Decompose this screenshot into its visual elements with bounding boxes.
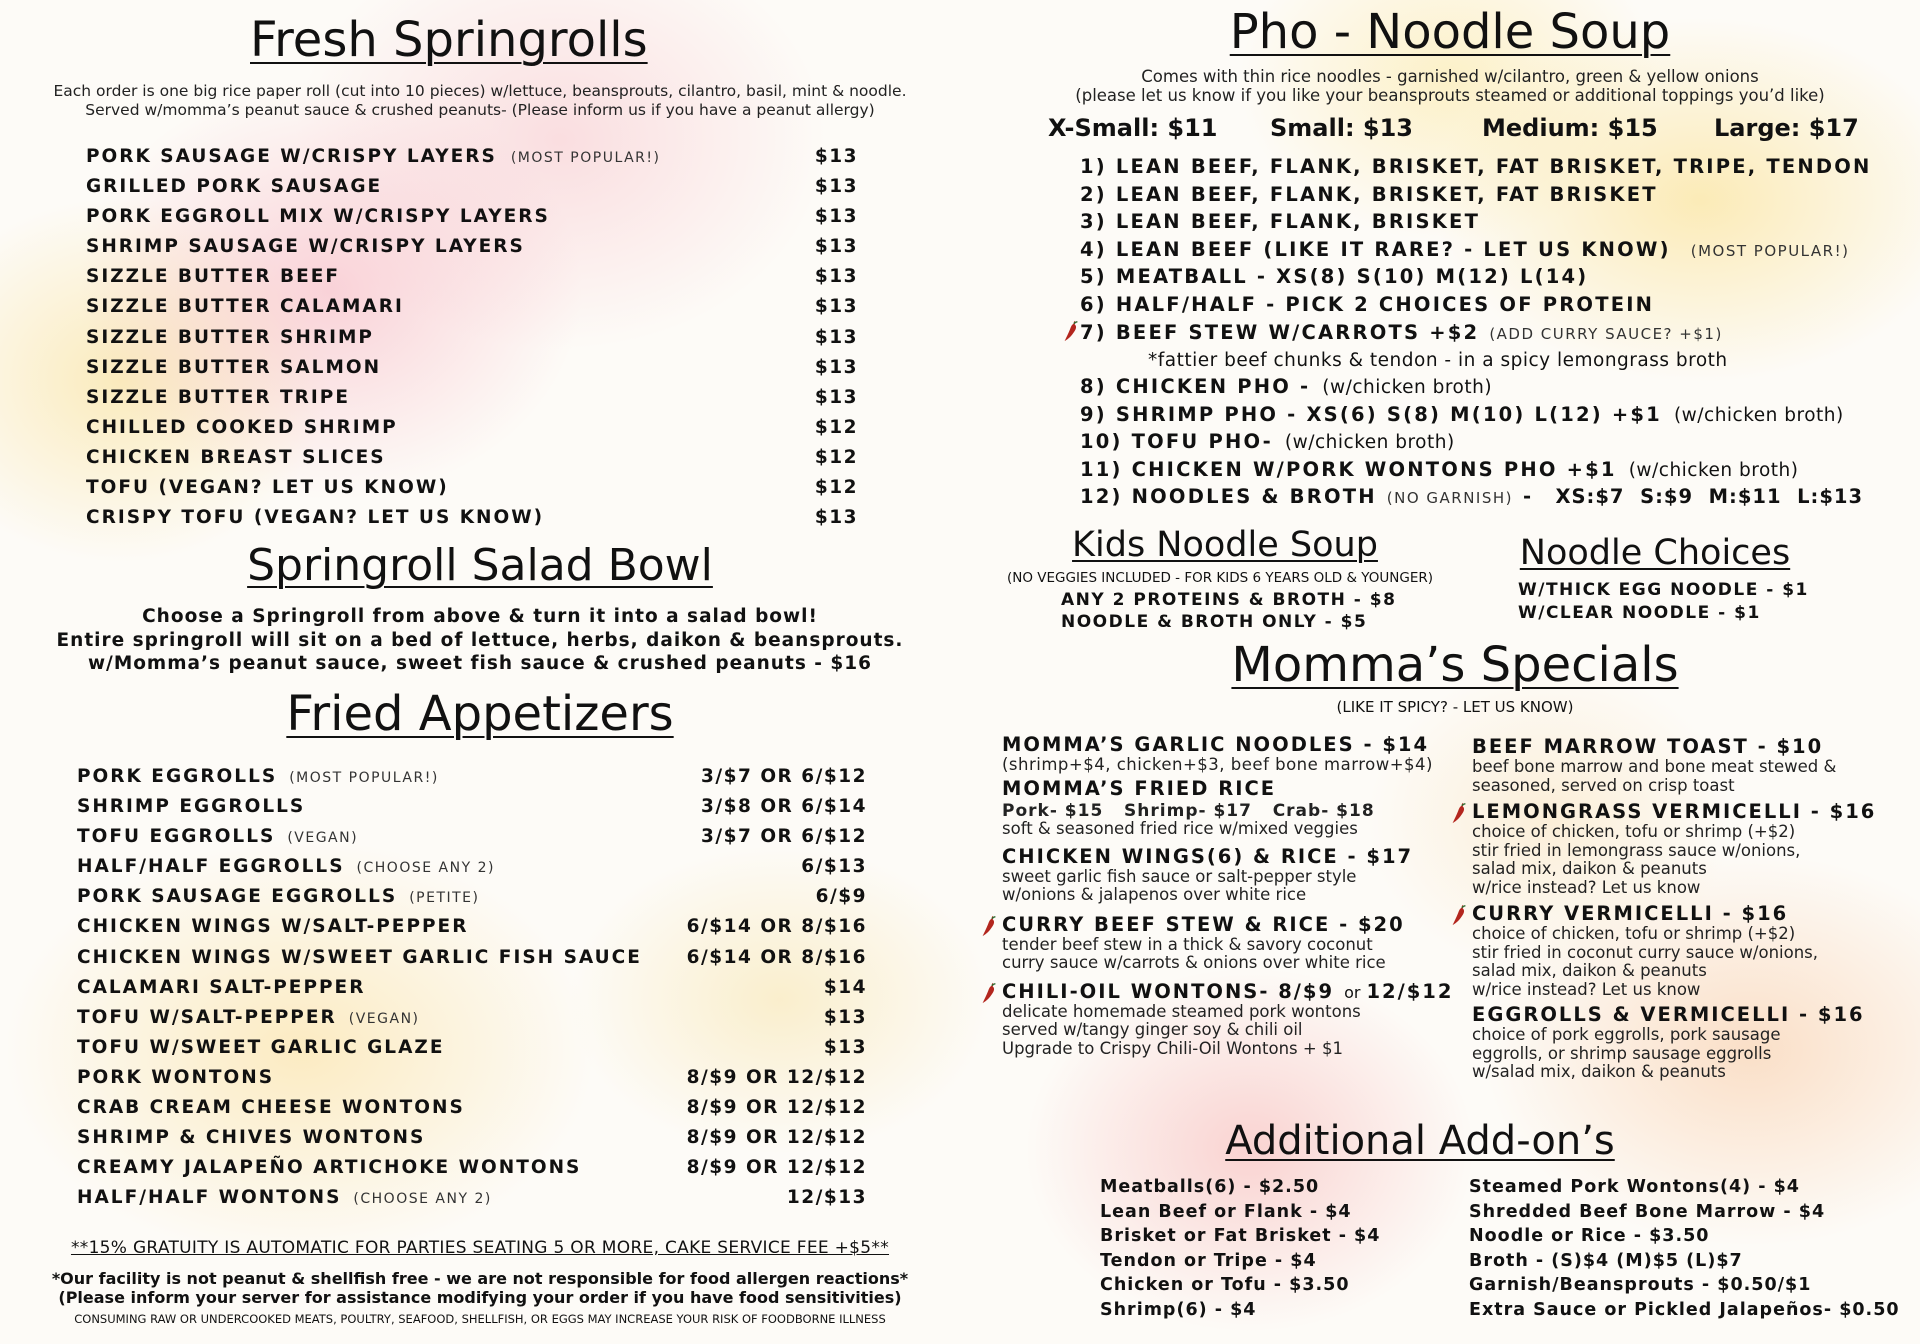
special-item-description: stir fried in lemongrass sauce w/onions, — [1472, 840, 1801, 860]
appetizer-item-tag: (MOST POPULAR!) — [289, 770, 439, 786]
springroll-item-price: $13 — [814, 326, 858, 348]
appetizer-item-left — [77, 1097, 465, 1118]
pho-item-note: (w/chicken broth) — [1322, 377, 1493, 398]
special-item-description: choice of chicken, tofu or shrimp (+$2) — [1472, 924, 1796, 943]
special-item-description: w/rice instead? Let us know — [1472, 979, 1701, 999]
pho-item-note: (w/chicken broth) — [1673, 404, 1844, 426]
springroll-item-name: CHILLED COOKED SHRIMP — [86, 416, 398, 438]
appetizer-item-name: PORK WONTONS — [77, 1066, 275, 1088]
pho-item-name: 8) CHICKEN PHO - — [1080, 375, 1311, 398]
allergy-note-1: *Our facility is not peanut & shellfish free - we are not responsible for food allergen reactions* — [51, 1269, 909, 1288]
appetizer-item-name: CREAMY JALAPEÑO ARTICHOKE WONTONS — [77, 1157, 582, 1179]
appetizer-item-name: CHICKEN WINGS W/SALT-PEPPER — [77, 916, 469, 938]
springroll-item-left — [86, 447, 386, 468]
addon-item: Noodle or Rice - $3.50 — [1469, 1226, 1710, 1246]
springroll-list — [86, 146, 858, 537]
special-item-description: sweet garlic fish sauce or salt-pepper style — [1002, 866, 1357, 886]
appetizer-item-name: CALAMARI SALT-PEPPER — [77, 976, 366, 998]
springroll-item-name: PORK SAUSAGE W/CRISPY LAYERS — [86, 146, 497, 167]
appetizer-item-left — [77, 886, 479, 907]
salad-bowl-line-2: Entire springroll will sit on a bed of lettuce, herbs, daikon & beansprouts. — [56, 629, 904, 651]
appetizer-item-left — [77, 977, 365, 998]
addons-title: Additional Add-on’s — [1225, 1118, 1615, 1164]
appetizer-list — [77, 766, 867, 1217]
special-item-title — [1002, 845, 1450, 868]
appetizer-item — [77, 1037, 867, 1067]
pho-item-note: *fattier beef chunks & tendon - in a spicy lemongrass broth — [1148, 349, 1728, 371]
appetizer-item-price: 3/$7 OR 6/$12 — [701, 826, 867, 848]
pho-sizes — [1048, 114, 1859, 148]
pho-desc-2: (please let us know if you like your beansprouts steamed or additional toppings you’d like) — [1075, 86, 1825, 105]
special-item-description: delicate homemade steamed pork wontons — [1002, 1001, 1361, 1021]
springroll-item-name: SIZZLE BUTTER SHRIMP — [86, 326, 374, 348]
springroll-item-left — [86, 176, 382, 197]
addon-item: Meatballs(6) - $2.50 — [1100, 1177, 1320, 1197]
springroll-item — [86, 236, 858, 266]
special-item-description: choice of pork eggrolls, pork sausage — [1472, 1025, 1781, 1044]
springroll-item — [86, 387, 858, 417]
pho-item — [1080, 458, 1910, 486]
pho-item-name: 4) LEAN BEEF (LIKE IT RARE? - LET US KNOW) — [1080, 237, 1671, 261]
springrolls-description — [10, 82, 950, 120]
special-item — [980, 979, 1454, 1059]
addons-left-column — [1100, 1175, 1380, 1322]
pho-item-name: 9) SHRIMP PHO - XS(6) S(8) M(10) L(12) +$1 — [1080, 402, 1662, 426]
pho-size-large: Large: $17 — [1714, 114, 1859, 142]
addon-item: Shredded Beef Bone Marrow - $4 — [1469, 1201, 1826, 1222]
pho-item — [1080, 238, 1910, 266]
springroll-item-price: $13 — [814, 206, 858, 228]
special-item-description: Upgrade to Crispy Chili-Oil Wontons + $1 — [1002, 1038, 1343, 1058]
pho-desc-1: Comes with thin rice noodles - garnished w/cilantro, green & yellow onions — [1141, 67, 1759, 86]
springroll-item-left — [86, 507, 544, 528]
special-item-description: seasoned, served on crisp toast — [1472, 775, 1735, 795]
pho-item — [1080, 155, 1910, 183]
addon-item: Garnish/Beansprouts - $0.50/$1 — [1469, 1275, 1812, 1295]
salad-bowl-line-3: w/Momma’s peanut sauce, sweet fish sauce & crushed peanuts - $16 — [87, 653, 873, 674]
appetizer-item-left — [77, 796, 305, 817]
appetizer-item-name: PORK SAUSAGE EGGROLLS — [77, 886, 398, 908]
pho-item-tag: (NO GARNISH) — [1386, 489, 1514, 507]
special-item-title — [1472, 902, 1910, 925]
appetizer-item — [77, 1127, 867, 1157]
addon-item: Lean Beef or Flank - $4 — [1100, 1201, 1352, 1222]
appetizer-item-name: CRAB CREAM CHEESE WONTONS — [77, 1097, 465, 1119]
pho-list — [1080, 155, 1910, 513]
salad-bowl-title: Springroll Salad Bowl — [247, 540, 713, 591]
springroll-item — [86, 447, 858, 477]
special-item-description: choice of chicken, tofu or shrimp (+$2) — [1472, 822, 1796, 841]
springroll-item — [86, 357, 858, 387]
springroll-item — [86, 266, 858, 296]
appetizer-item — [77, 856, 867, 886]
special-item-name: MOMMA’S FRIED RICE — [1002, 776, 1277, 800]
springroll-item-left — [86, 327, 374, 348]
appetizer-item-price: 8/$9 OR 12/$12 — [686, 1097, 867, 1119]
appetizer-item — [77, 1157, 867, 1187]
special-item-title — [1002, 979, 1454, 1003]
appetizer-item-tag: (PETITE) — [409, 890, 480, 907]
appetizer-item-name: PORK EGGROLLS — [77, 766, 278, 787]
springroll-item-name: SIZZLE BUTTER CALAMARI — [86, 296, 404, 318]
special-item-name-tail: 12/$12 — [1366, 979, 1454, 1003]
special-item-description: salad mix, daikon & peanuts — [1472, 961, 1707, 980]
appetizer-item-price: 6/$14 OR 8/$16 — [686, 946, 867, 968]
appetizer-item-price: 6/$14 OR 8/$16 — [686, 916, 867, 938]
springroll-item-name: CRISPY TOFU (VEGAN? LET US KNOW) — [86, 507, 545, 529]
specials-right-column — [1450, 735, 1910, 1082]
pho-item-name: 1) LEAN BEEF, FLANK, BRISKET, FAT BRISKET, TRIPE, TENDON — [1080, 155, 1872, 178]
appetizer-item-name: TOFU W/SALT-PEPPER — [77, 1006, 337, 1028]
pho-item — [1080, 183, 1910, 211]
appetizer-item-name: CHICKEN WINGS W/SWEET GARLIC FISH SAUCE — [77, 946, 642, 968]
pho-size-small: Small: $13 — [1270, 114, 1413, 142]
pho-item-note: (w/chicken broth) — [1284, 432, 1455, 453]
special-item-description: stir fried in coconut curry sauce w/onions, — [1472, 942, 1819, 962]
special-item-title — [1002, 777, 1450, 800]
kids-line-2: NOODLE & BROTH ONLY - $5 — [1061, 612, 1368, 632]
appetizer-item-price: $13 — [823, 1006, 867, 1028]
springroll-item-name: CHICKEN BREAST SLICES — [86, 446, 386, 468]
special-item — [980, 777, 1450, 839]
special-item — [980, 733, 1450, 775]
kids-title: Kids Noodle Soup — [1072, 525, 1378, 565]
salad-bowl-description — [20, 605, 940, 676]
appetizer-item — [77, 796, 867, 826]
springroll-item — [86, 417, 858, 447]
addons-right-column — [1469, 1175, 1900, 1322]
springroll-item-left — [86, 387, 350, 408]
special-item-name: EGGROLLS & VERMICELLI - $16 — [1472, 1003, 1865, 1026]
noodle-choice-clear: W/CLEAR NOODLE - $1 — [1518, 603, 1761, 623]
springroll-item-left — [86, 236, 525, 257]
appetizer-item — [77, 916, 867, 946]
pho-size-xsmall: X-Small: $11 — [1048, 114, 1218, 142]
special-item-name: CURRY BEEF STEW & RICE - $20 — [1002, 912, 1405, 936]
gratuity-note: **15% GRATUITY IS AUTOMATIC FOR PARTIES SEATING 5 OR MORE, CAKE SERVICE FEE +$5** — [70, 1238, 890, 1258]
pho-title: Pho - Noodle Soup — [1229, 4, 1671, 60]
special-item-description: soft & seasoned fried rice w/mixed veggies — [1002, 819, 1358, 838]
springroll-item-name: GRILLED PORK SAUSAGE — [86, 176, 383, 198]
pho-item-name: 7) BEEF STEW W/CARROTS +$2 — [1080, 321, 1480, 344]
springroll-item-name: SHRIMP SAUSAGE W/CRISPY LAYERS — [86, 236, 525, 258]
appetizer-item — [77, 1067, 867, 1097]
springroll-item — [86, 176, 858, 206]
special-item-name: MOMMA’S GARLIC NOODLES - $14 — [1002, 733, 1430, 756]
springroll-item-left — [86, 477, 449, 498]
appetizer-item-price: $14 — [823, 976, 867, 998]
springroll-item-price: $12 — [814, 416, 858, 438]
addon-item: Extra Sauce or Pickled Jalapeños- $0.50 — [1469, 1299, 1900, 1320]
springrolls-title: Fresh Springrolls — [250, 12, 648, 68]
springroll-item — [86, 507, 858, 537]
springroll-item-name: SIZZLE BUTTER TRIPE — [86, 386, 350, 408]
special-item-title — [1002, 733, 1450, 756]
pho-item — [1080, 348, 1910, 376]
pho-item-name: 11) CHICKEN W/PORK WONTONS PHO +$1 — [1080, 457, 1617, 481]
appetizer-item-price: 3/$7 OR 6/$12 — [701, 766, 867, 787]
appetizer-item-left — [77, 1187, 492, 1208]
springroll-item — [86, 296, 858, 326]
special-item-name: LEMONGRASS VERMICELLI - $16 — [1472, 800, 1877, 823]
springroll-item-left — [86, 357, 381, 378]
springroll-item-left — [86, 266, 340, 287]
specials-title: Momma’s Specials — [1231, 637, 1679, 693]
appetizer-item-name: SHRIMP EGGROLLS — [77, 796, 306, 818]
pho-item — [1080, 375, 1910, 403]
special-item-name: CURRY VERMICELLI - $16 — [1472, 902, 1789, 925]
appetizer-item — [77, 947, 867, 977]
appetizer-item-price: 12/$13 — [786, 1187, 867, 1209]
special-item-description: w/salad mix, daikon & peanuts — [1472, 1062, 1726, 1081]
appetizer-item-name: SHRIMP & CHIVES WONTONS — [77, 1127, 426, 1149]
springroll-item-price: $13 — [814, 236, 858, 258]
addon-item: Chicken or Tofu - $3.50 — [1100, 1275, 1350, 1295]
special-item-title — [1472, 1003, 1910, 1026]
special-item — [980, 845, 1450, 905]
chili-pepper-icon — [1450, 904, 1468, 926]
springroll-item-left — [86, 296, 404, 317]
pho-item — [1080, 293, 1910, 321]
springroll-item-price: $12 — [814, 477, 858, 499]
noodle-choices-title: Noodle Choices — [1519, 533, 1791, 573]
chili-pepper-icon — [980, 982, 998, 1004]
pho-item-sizes: - XS:$7 S:$9 M:$11 L:$13 — [1523, 485, 1864, 508]
appetizer-item-price: 3/$8 OR 6/$14 — [701, 796, 867, 818]
appetizer-item-tag: (CHOOSE ANY 2) — [356, 860, 495, 877]
specials-note: (LIKE IT SPICY? - LET US KNOW) — [1336, 698, 1574, 716]
springroll-item-price: $13 — [814, 507, 858, 529]
appetizer-item — [77, 826, 867, 856]
appetizer-item-price: 6/$13 — [801, 856, 867, 878]
specials-left-column — [980, 733, 1454, 1058]
chili-pepper-icon — [1450, 802, 1468, 824]
appetizer-item-name: TOFU EGGROLLS — [77, 826, 276, 848]
springroll-item-price: $13 — [814, 356, 858, 378]
noodle-choice-egg: W/THICK EGG NOODLE - $1 — [1518, 580, 1809, 600]
springroll-item — [86, 327, 858, 357]
appetizer-item — [77, 977, 867, 1007]
appetizer-item-name: HALF/HALF WONTONS — [77, 1187, 342, 1209]
special-item-description: eggrolls, or shrimp sausage eggrolls — [1472, 1043, 1772, 1063]
special-item — [1450, 1003, 1910, 1082]
footer — [20, 1238, 940, 1326]
special-item-title — [1472, 800, 1910, 823]
appetizer-item-name: HALF/HALF EGGROLLS — [77, 856, 345, 878]
special-item — [1450, 902, 1910, 999]
pho-item-tag: (MOST POPULAR!) — [1690, 241, 1850, 260]
pho-item — [1080, 265, 1910, 293]
salad-bowl-line-1: Choose a Springroll from above & turn it into a salad bowl! — [142, 606, 818, 627]
special-item-description: salad mix, daikon & peanuts — [1472, 859, 1707, 878]
appetizer-item-left — [77, 1037, 444, 1058]
springroll-item-price: $12 — [814, 446, 858, 468]
special-item — [1450, 800, 1910, 897]
pho-item-name: 5) MEATBALL - XS(8) S(10) M(12) L(14) — [1080, 265, 1589, 288]
special-item-or: or — [1344, 982, 1361, 1002]
pho-item-note: (w/chicken broth) — [1628, 459, 1799, 481]
pho-item-name: 2) LEAN BEEF, FLANK, BRISKET, FAT BRISKET — [1080, 182, 1658, 206]
pho-item-name: 12) NOODLES & BROTH — [1080, 485, 1377, 508]
appetizer-item-left — [77, 826, 358, 847]
special-item-description: beef bone marrow and bone meat stewed & — [1472, 757, 1837, 776]
appetizer-item-left — [77, 1127, 425, 1148]
appetizer-item — [77, 1007, 867, 1037]
allergy-note-2: (Please inform your server for assistance modifying your order if you have food sensitivities) — [58, 1288, 902, 1307]
pho-item-name: 10) TOFU PHO- — [1080, 430, 1273, 453]
appetizer-item-left — [77, 916, 468, 937]
foodborne-warning: CONSUMING RAW OR UNDERCOOKED MEATS, POULTRY, SEAFOOD, SHELLFISH, OR EGGS MAY INCREASE YOUR RISK OF FOODBORNE ILLNESS — [74, 1312, 886, 1326]
appetizer-item — [77, 1187, 867, 1217]
addon-item: Steamed Pork Wontons(4) - $4 — [1469, 1177, 1800, 1197]
special-item-description: w/onions & jalapenos over white rice — [1002, 885, 1307, 904]
special-item-description: served w/tangy ginger soy & chili oil — [1002, 1020, 1303, 1039]
springroll-item-tag: (MOST POPULAR!) — [510, 150, 661, 166]
appetizer-item-price: 8/$9 OR 12/$12 — [686, 1157, 867, 1179]
appetizer-item-tag: (CHOOSE ANY 2) — [353, 1191, 492, 1208]
chili-pepper-icon — [1062, 320, 1080, 342]
springroll-item-price: $13 — [814, 386, 858, 408]
special-item-description: tender beef stew in a thick & savory coconut — [1002, 934, 1373, 954]
special-item-name: CHILI-OIL WONTONS- 8/$9 — [1002, 979, 1335, 1003]
special-item-description: w/rice instead? Let us know — [1472, 877, 1701, 897]
springroll-item-price: $13 — [814, 296, 858, 318]
kids-line-1: ANY 2 PROTEINS & BROTH - $8 — [1061, 590, 1397, 610]
pho-item — [1080, 485, 1910, 513]
special-item-title — [1002, 913, 1450, 936]
springroll-item-name: SIZZLE BUTTER BEEF — [86, 266, 341, 288]
pho-size-medium: Medium: $15 — [1482, 114, 1658, 142]
appetizer-item-tag: (VEGAN) — [287, 830, 359, 847]
springrolls-desc-2: Served w/momma’s peanut sauce & crushed peanuts- (Please inform us if you have a peanut allergy) — [85, 101, 875, 119]
appetizer-item-left — [77, 1067, 274, 1088]
appetizer-item-left — [77, 1157, 581, 1178]
addon-item: Tendon or Tripe - $4 — [1100, 1250, 1317, 1271]
appetizers-title: Fried Appetizers — [286, 686, 674, 742]
appetizer-item — [77, 886, 867, 916]
special-item — [1450, 735, 1910, 795]
pho-item-tag: (ADD CURRY SAUCE? +$1) — [1489, 325, 1723, 343]
springroll-item-price: $13 — [814, 266, 858, 288]
springroll-item-left — [86, 417, 398, 438]
appetizer-item-left — [77, 766, 439, 787]
springroll-item-left — [86, 146, 660, 167]
springroll-item-left — [86, 206, 550, 227]
special-item-name: CHICKEN WINGS(6) & RICE - $17 — [1002, 844, 1414, 868]
pho-item-name: 6) HALF/HALF - PICK 2 CHOICES OF PROTEIN — [1080, 292, 1655, 316]
addon-item: Brisket or Fat Brisket - $4 — [1100, 1226, 1381, 1246]
springroll-item-name: SIZZLE BUTTER SALMON — [86, 356, 382, 378]
special-item-description: Pork- $15 Shrimp- $17 Crab- $18 — [1002, 800, 1375, 821]
appetizer-item-price: 6/$9 — [815, 886, 867, 908]
springroll-item-price: $13 — [814, 176, 858, 198]
chili-pepper-icon — [980, 915, 998, 937]
appetizer-item-price: 8/$9 OR 12/$12 — [686, 1127, 867, 1149]
pho-item — [1080, 430, 1910, 458]
addon-item: Shrimp(6) - $4 — [1100, 1299, 1257, 1320]
springroll-item-name: PORK EGGROLL MIX W/CRISPY LAYERS — [86, 206, 550, 228]
appetizer-item-tag: (VEGAN) — [348, 1010, 420, 1027]
springroll-item — [86, 206, 858, 236]
appetizer-item — [77, 766, 867, 796]
springroll-item-name: TOFU (VEGAN? LET US KNOW) — [86, 477, 449, 499]
appetizer-item-left — [77, 1007, 420, 1028]
special-item-description: (shrimp+$4, chicken+$3, beef bone marrow+$4) — [1002, 755, 1433, 774]
springroll-item-price: $13 — [814, 146, 858, 167]
special-item — [980, 913, 1450, 973]
pho-item — [1080, 210, 1910, 238]
pho-description — [1000, 67, 1900, 105]
springrolls-desc-1: Each order is one big rice paper roll (cut into 10 pieces) w/lettuce, beansprouts, cilantro, basil, mint & noodle. — [53, 82, 907, 100]
appetizer-item-name: TOFU W/SWEET GARLIC GLAZE — [77, 1036, 445, 1058]
addon-item: Broth - (S)$4 (M)$5 (L)$7 — [1469, 1250, 1743, 1271]
pho-item-name: 3) LEAN BEEF, FLANK, BRISKET — [1080, 210, 1481, 233]
springroll-item — [86, 477, 858, 507]
special-item-name: BEEF MARROW TOAST - $10 — [1472, 735, 1824, 758]
kids-note: (NO VEGGIES INCLUDED - FOR KIDS 6 YEARS OLD & YOUNGER) — [1006, 570, 1434, 586]
appetizer-item-left — [77, 856, 495, 877]
appetizer-item-left — [77, 947, 642, 968]
springroll-item — [86, 146, 858, 176]
pho-item — [1080, 403, 1910, 431]
special-item-description: curry sauce w/carrots & onions over white rice — [1002, 953, 1386, 972]
pho-item — [1080, 320, 1910, 348]
appetizer-item — [77, 1097, 867, 1127]
appetizer-item-price: $13 — [823, 1036, 867, 1058]
special-item-title — [1472, 735, 1910, 758]
appetizer-item-price: 8/$9 OR 12/$12 — [686, 1066, 867, 1088]
